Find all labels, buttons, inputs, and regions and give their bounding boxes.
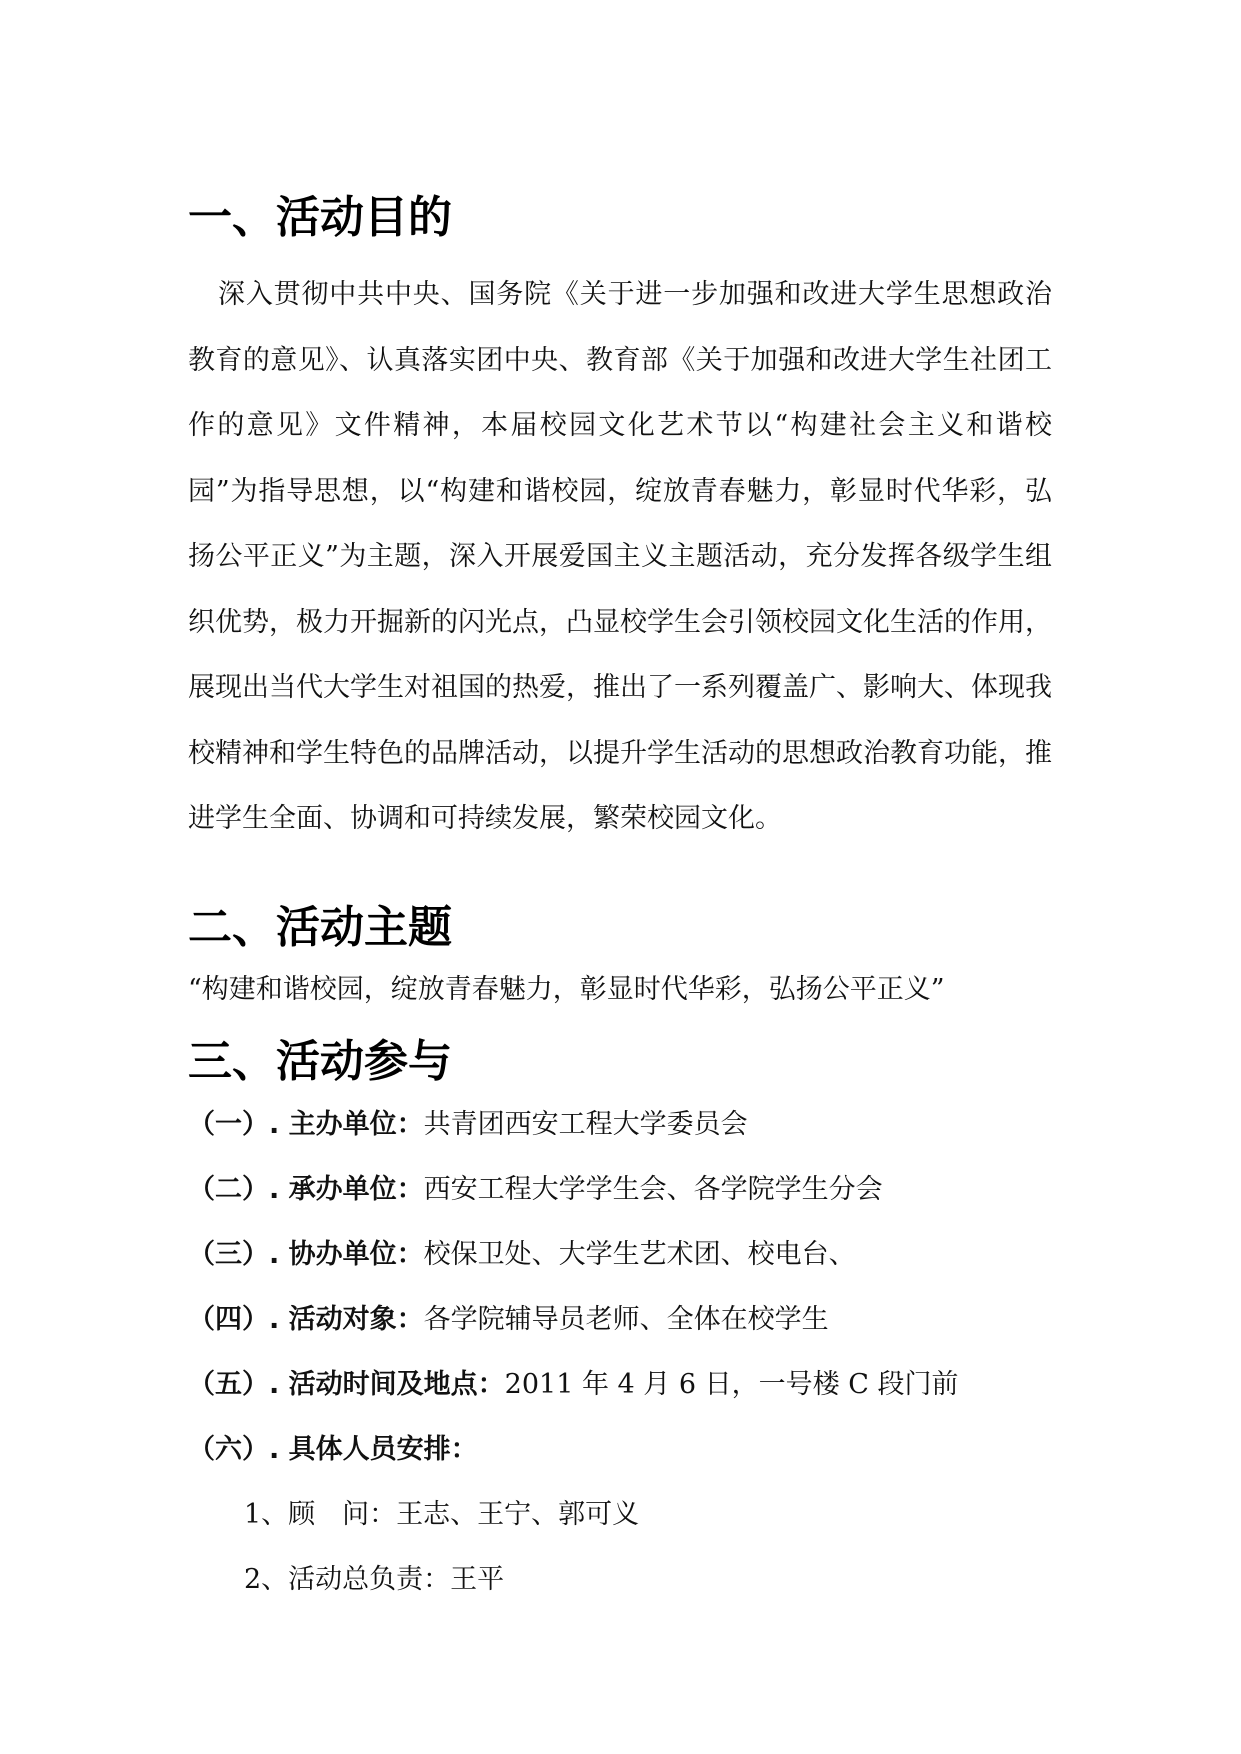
item-value: 各学院辅导员老师、全体在校学生 (423, 1304, 829, 1335)
item-label: （五）. 活动时间及地点： (188, 1369, 505, 1400)
item-value: 西安工程大学学生会、各学院学生分会 (423, 1174, 883, 1205)
theme-text: “构建和谐校园，绽放青春魅力，彰显时代华彩，弘扬公平正义” (188, 974, 945, 1005)
participation-item-host (188, 1105, 748, 1145)
participation-item-organizer (188, 1170, 883, 1210)
item-label: （一）. 主办单位： (188, 1109, 424, 1140)
item-label: （二）. 承办单位： (188, 1174, 424, 1205)
item-label: （四）. 活动对象： (188, 1304, 424, 1335)
section-heading-participation: 三、活动参与 (188, 1036, 452, 1087)
section-heading-purpose: 一、活动目的 (188, 192, 452, 243)
item-value: 校保卫处、大学生艺术团、校电台、 (423, 1239, 856, 1270)
item-label: （六）. 具体人员安排： (188, 1434, 478, 1465)
item-value: 2011 年 4 月 6 日，一号楼 C 段门前 (504, 1369, 959, 1400)
item-value: 共青团西安工程大学委员会 (423, 1109, 748, 1140)
participation-item-time-place (188, 1365, 958, 1405)
participation-item-co-organizer (188, 1235, 856, 1275)
section-heading-theme: 二、活动主题 (188, 902, 452, 953)
participation-item-audience (188, 1300, 829, 1340)
participation-item-staff (188, 1430, 478, 1470)
staff-item-advisor: 1、顾 问：王志、王宁、郭可义 (244, 1499, 640, 1530)
item-label: （三）. 协办单位： (188, 1239, 424, 1270)
purpose-paragraph: 深入贯彻中共中央、国务院《关于进一步加强和改进大学生思想政治教育的意见》、认真落实团中央、教育部《关于加强和改进大学生社团工作的意见》文件精神，本届校园文化艺术节以“构建社会主义和谐校园”为指导思想，以“构建和谐校园，绽放青春魅力，彰显时代华彩，弘扬公平正义”为主题，深入开展爱国主义主题活动，充分发挥各级学生组织优势，极力开掘新的闪光点，凸显校学生会引领校园文化生活的作用，展现出当代大学生对祖国的热爱，推出了一系列覆盖广、影响大、体现我校精神和学生特色的品牌活动，以提升学生活动的思想政治教育功能，推进学生全面、协调和可持续发展，繁荣校园文化。 (188, 279, 1052, 834)
staff-item-lead: 2、活动总负责：王平 (244, 1564, 505, 1595)
